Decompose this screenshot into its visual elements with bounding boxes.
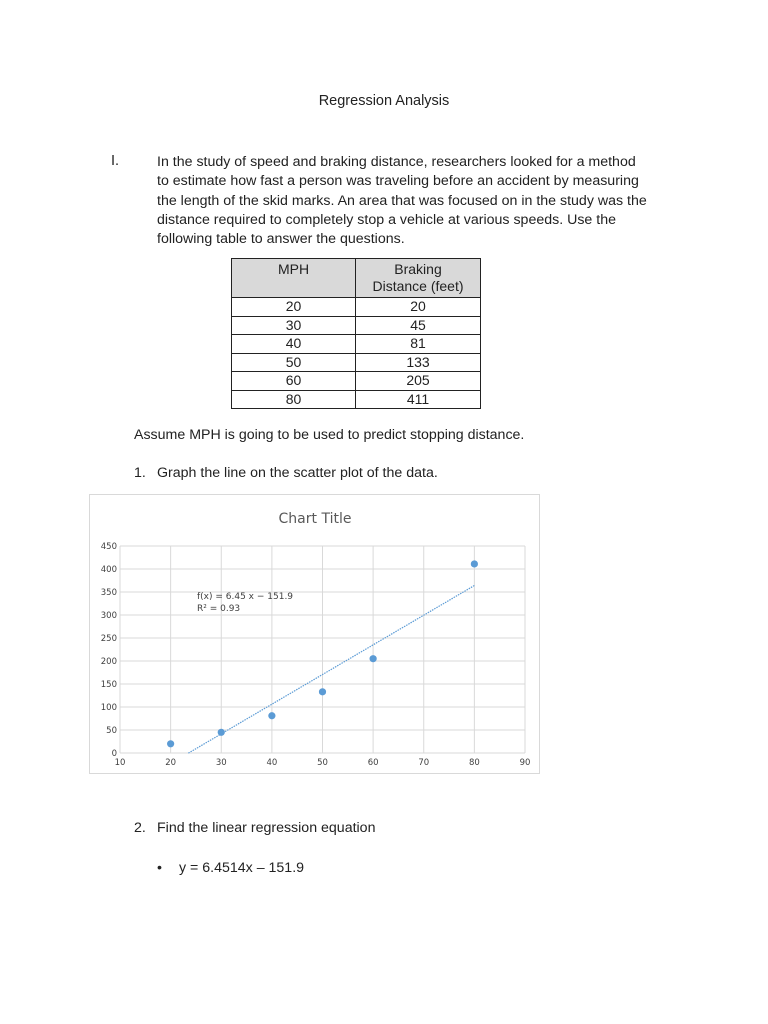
x-tick-label: 40 xyxy=(266,758,278,768)
y-tick-label: 450 xyxy=(100,542,117,552)
y-tick-label: 150 xyxy=(100,680,117,690)
cell-distance: 133 xyxy=(356,353,481,372)
chart-title: Chart Title xyxy=(278,511,352,527)
x-tick-label: 80 xyxy=(468,758,480,768)
assumption-text: Assume MPH is going to be used to predict stopping distance. xyxy=(134,427,525,443)
header-mph xyxy=(232,259,356,298)
table-row xyxy=(232,353,481,372)
chart-annotation xyxy=(197,592,293,614)
table-header-row xyxy=(232,259,481,298)
speed-distance-table xyxy=(231,258,481,409)
answer-equation: y = 6.4514x – 151.9 xyxy=(179,860,305,876)
table-row xyxy=(232,298,481,317)
y-tick-label: 250 xyxy=(100,634,117,644)
data-point xyxy=(370,655,377,662)
answer-bullet-item xyxy=(157,860,304,876)
question-number: 2. xyxy=(134,820,146,836)
cell-distance: 45 xyxy=(356,316,481,335)
cell-mph: 40 xyxy=(232,335,356,354)
header-mph-label: MPH xyxy=(277,261,310,277)
header-braking-label: Braking xyxy=(394,260,442,277)
table-row xyxy=(232,316,481,335)
cell-distance: 20 xyxy=(356,298,481,317)
section-numeral: I. xyxy=(111,153,120,169)
x-tick-label: 90 xyxy=(519,758,531,768)
cell-distance: 411 xyxy=(356,390,481,409)
table-row xyxy=(232,372,481,391)
y-tick-label: 300 xyxy=(100,611,117,621)
intro-line: In the study of speed and braking distance, researchers looked for a method xyxy=(157,154,636,170)
x-tick-label: 60 xyxy=(367,758,379,768)
question-2 xyxy=(134,820,375,836)
question-text: Graph the line on the scatter plot of the data. xyxy=(157,465,438,481)
question-number: 1. xyxy=(134,465,146,481)
chart-gridlines xyxy=(120,546,525,753)
trendline-equation: f(x) = 6.45 x − 151.9 xyxy=(197,592,294,602)
x-tick-label: 50 xyxy=(317,758,328,768)
y-tick-label: 0 xyxy=(111,749,117,759)
header-distance-label: Distance (feet) xyxy=(372,278,464,294)
x-tick-label: 10 xyxy=(114,758,126,768)
table-row xyxy=(232,390,481,409)
data-point xyxy=(268,712,275,719)
y-tick-label: 50 xyxy=(106,726,117,736)
x-tick-label: 30 xyxy=(215,758,227,768)
data-point xyxy=(471,560,478,567)
y-tick-label: 100 xyxy=(100,703,117,713)
bullet-dot: • xyxy=(157,860,162,876)
question-1 xyxy=(134,465,438,481)
chart-canvas xyxy=(90,495,541,775)
intro-line: following table to answer the questions. xyxy=(157,231,405,248)
x-tick-label: 20 xyxy=(165,758,177,768)
cell-mph: 60 xyxy=(232,372,356,391)
cell-distance: 205 xyxy=(356,372,481,391)
cell-mph: 30 xyxy=(232,316,356,335)
cell-mph: 80 xyxy=(232,390,356,409)
table-row xyxy=(232,335,481,354)
header-braking-distance xyxy=(356,259,481,298)
question-text: Find the linear regression equation xyxy=(157,820,376,836)
scatter-chart xyxy=(89,494,540,774)
intro-line: the length of the skid marks. An area that was focused on in the study was the xyxy=(157,192,647,209)
r-squared-label: R² = 0.93 xyxy=(197,604,241,614)
intro-line: distance required to completely stop a vehicle at various speeds. Use the xyxy=(157,211,616,228)
y-tick-label: 400 xyxy=(100,565,117,575)
data-point xyxy=(218,729,225,736)
cell-mph: 20 xyxy=(232,298,356,317)
data-point xyxy=(319,688,326,695)
data-point xyxy=(167,740,174,747)
chart-tick-labels xyxy=(101,542,531,768)
x-tick-label: 70 xyxy=(418,758,430,768)
intro-paragraph xyxy=(157,153,682,249)
cell-distance: 81 xyxy=(356,335,481,354)
y-tick-label: 350 xyxy=(100,588,117,598)
cell-mph: 50 xyxy=(232,353,356,372)
intro-line: to estimate how fast a person was traveling before an accident by measuring xyxy=(157,173,639,190)
document-title: Regression Analysis xyxy=(318,93,450,109)
y-tick-label: 200 xyxy=(100,657,117,667)
